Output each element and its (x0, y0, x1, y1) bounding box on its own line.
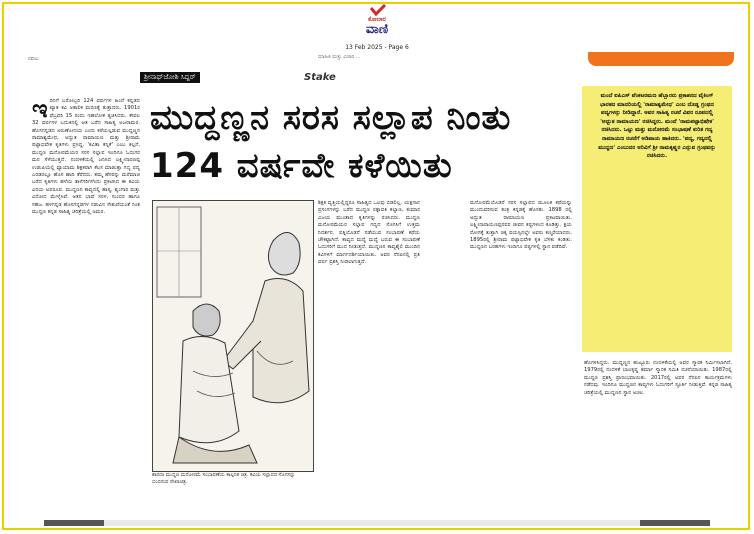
illustration-caption: ಶಾರದಾ ಮುದ್ದಣ ಮನೋರಮೆ ಸಂಭಾಷಣೆಯ ಕಾಲ್ಪನಿಕ ಚಿತ್ರ. ಕವಿಯ ಸಲ್ಲಾಪದ ಸೊಗಸನ್ನು ಬಿಂಬಿಸುವ ರೇಖಾಚಿತ್ರ. (152, 472, 296, 485)
sidebar-box (582, 86, 732, 352)
bottom-strip-block-left (44, 520, 104, 526)
logo-main-text: ವಾಣಿ (365, 22, 389, 37)
date-page-label: 13 Feb 2025 - Page 6 (345, 44, 409, 51)
headline: ಮುದ್ದಣ್ಣನ ಸರಸ ಸಲ್ಲಾಪ ನಿಂತು 124 ವರ್ಷವೇ ಕಳೆಯಿತು (150, 98, 512, 186)
bottom-strip-block-right (640, 520, 710, 526)
drop-cap: ಇ (32, 98, 48, 123)
article-column-1-text: ದಿನಿಗೆ ಬರೋಬ್ಬರಿ 124 ವರ್ಷಗಳ ಹಿಂದೆ ಕನ್ನಡದ ಖ್ಯಾತ ಕವಿ ಅಕಾಲಿಕ ಮರಣಕ್ಕೆ ತುತ್ತಾದರು. 1901ರ ಫೆಬ್ರವರಿ 15 ರಂದು ಇಹಲೋಕ ತ್ಯಜಿಸಿದರು. ಕೇವಲ 32 ವರ್ಷಗಳ ಬದುಕಿನಲ್ಲಿ ಆತ ಬರೆದ ಸಾಹಿತ್ಯ ಅಜರಾಮರ. ಹೊಸಗನ್ನಡದ ಅರುಣೋದಯ ಎಂದು ಕರೆಯಲ್ಪಡುವ ಮುದ್ದಣ್ಣನ ರಾಮಾಶ್ವಮೇಧ, ಅದ್ಭುತ ರಾಮಾಯಣ ಮತ್ತು ಶ್ರೀರಾಮ ಪಟ್ಟಾಭಿಷೇಕ ಕೃತಿಗಳು ಪ್ರಸಿದ್ಧ. 'ಕವಿತಾ ಕನ್ನಿಕೆ' ಎಂಬ ಕಲ್ಪನೆ, ಮುದ್ದಣ ಮನೋರಮೆಯರ ಸರಸ ಸಲ್ಲಾಪ ಇಂದಿಗೂ ಓದುಗರ ಮನ ಸೆಳೆಯುತ್ತದೆ. ನಂದಳಿಕೆಯಲ್ಲಿ ಜನಿಸಿದ ಲಕ್ಷ್ಮೀನಾರಣಪ್ಪ ಉಡುಪಿಯಲ್ಲಿ ವ್ಯಾಯಾಮ ಶಿಕ್ಷಕರಾಗಿ ಕೆಲಸ ಮಾಡುತ್ತಾ ಗದ್ಯ ಪದ್ಯ ಎರಡರಲ್ಲೂ ಹೊಸ ಹಾದಿ ತೆರೆದರು. ತಮ್ಮ ಹೆಸರನ್ನು ಮರೆಮಾಚಿ ಬರೆದ ಕೃತಿಗಳು ಹಳೆಯ ತಾಳೆಗರಿಗಳೆಂದು ಪ್ರಕಟಿಸಿದ ಈ ಕವಿಯ ವಿನಯ ಅಪರೂಪ. ಮುದ್ದಣನ ಕಾವ್ಯದಲ್ಲಿ ಹಾಸ್ಯ, ಶೃಂಗಾರ ಮತ್ತು ವಿನೋದ ಮೇಳೈಸಿವೆ. ಆತನ ಭಾಷೆ ಸರಳ, ಸುಂದರ ಹಾಗೂ ಸಹಜ. ಹಳಗನ್ನಡ ಹೊಸಗನ್ನಡಗಳ ನಡುವಿನ ಸೇತುವೆಯಂತೆ ನಿಂತ ಮುದ್ದಣ ಕನ್ನಡ ಸಾಹಿತ್ಯ ಚರಿತ್ರೆಯಲ್ಲಿ ಅಮರ. (32, 98, 140, 216)
article-column-1 (32, 98, 140, 512)
top-strip-text: ಮಾಹಿತಿ ಮತ್ತು ವಿಚಾರ ... (318, 54, 361, 60)
sponsor-logo: Stake (304, 72, 336, 83)
orange-tab[interactable] (588, 52, 734, 66)
bottom-strip (44, 520, 710, 526)
checkmark-logo-icon (370, 4, 386, 16)
sidebar-text: ಮಂದೆ ಐಪಿಎಸ್‌ ಪೆಂಕಟರಮಣ ಹೆಬ್ಬಾರರು ಪ್ರಕಾಶನದ ವೈಕಿಂಗ್‌ ಭಾರತದ ಮಾದರಿಯಲ್ಲಿ 'ರಾಮಾಶ್ವಮೇಧ' ಎಂಬ ದೊಡ್ಡ ಗ್ರಂಥದ ಪದ್ಯಗಳನ್ನು ನೀಡಿದ್ದಾರೆ. ಅವರ ಸಾಹಿತ್ಯ ರಚನೆ ವಿವರ ರೂಪದಲ್ಲಿ 'ಅದ್ಭುತ ರಾಮಾಯಣ' ರಚಿಸಿದ್ದರು. ಮಂದೆ 'ರಾಮಪಟ್ಟಾಭಿಷೇಕ' ರಚಿಸಿದರು. ಒಟ್ಟು ಮತ್ತು ಮನೋರಮೆ ಸಂಭಾಷಣೆ ಕುರಿತ ಗದ್ಯ ರಾಮಾಯಣ ರಚನೆಗೆ ಅಡಿಪಾಯ ಹಾಕಿದರು. 'ಪದ್ಯ, ಗದ್ಯದಲ್ಲಿ ಮುದ್ದಣ' ಎಂಬುದರ ಅರಿವಿಗೆ ಶ್ರೀ ರಾಮಕೃಷ್ಣರ ಎನ್ನುವ ಗ್ರಂಥವನ್ನು ರಚಿಸಿದರು. (598, 93, 716, 160)
byline: ಶ್ರೀನಾಥ್‌ಜೋಶಿ ಸಿದ್ದರ್ (140, 72, 200, 83)
couple-illustration-icon (153, 201, 313, 471)
left-stub-text: ನವಲು (28, 56, 39, 62)
illustration (152, 200, 314, 472)
article-column-4: ಹೊಗಳಿಸಿದ್ದರು. ಮುದ್ದಣ್ಣನ ಹುಟ್ಟೂರು ನಂದಳಿಕೆಯಲ್ಲಿ ಅವರ ಸ್ಮಾರಕ ನಿರ್ಮಿಸಲಾಗಿದೆ. 1979ರಲ್ಲಿ ನಂದಳಿಕೆ ಬಾಲಕೃಷ್ಣ ಶರ್ಮಾ ಸ್ಮಾರಕ ಸಮಿತಿ ರಚನೆಯಾಯಿತು. 1987ರಲ್ಲಿ ಮುದ್ದಣ ಪ್ರಶಸ್ತಿ ಪ್ರಾರಂಭವಾಯಿತು. 2017ರಲ್ಲಿ ಅವರ ನೆನಪಿನ ಕಾರ್ಯಕ್ರಮಗಳು ನಡೆದವು. ಇಂದಿಗೂ ಮುದ್ದಣನ ಕಾವ್ಯಗಳು ಓದುಗರಿಗೆ ಸ್ಫೂರ್ತಿ ನೀಡುತ್ತಿವೆ. ಕನ್ನಡ ಸಾಹಿತ್ಯ ಚರಿತ್ರೆಯಲ್ಲಿ ಮುದ್ದಣನ ಸ್ಥಾನ ಅಚಲ. (584, 360, 732, 396)
article-column-2: ಶಿಕ್ಷಕ ವೃತ್ತಿಯಲ್ಲಿದ್ದರೂ ಸಾಹಿತ್ಯದ ಒಲವು ಬಿಡಲಿಲ್ಲ. ಯಕ್ಷಗಾನ ಪ್ರಸಂಗಗಳನ್ನು ಬರೆದ ಮುದ್ದಣ ರತ್ನಾವತಿ ಕಲ್ಯಾಣ, ಕುಮಾರ ವಿಜಯ ಮುಂತಾದ ಕೃತಿಗಳನ್ನು ರಚಿಸಿದರು. ಮುದ್ದಣ ಮನೋರಮೆಯರ ಸಲ್ಲಾಪ ಗದ್ಯದ ಸೊಗಸಿಗೆ ಉತ್ತಮ ನಿದರ್ಶನ. ಪತ್ನಿಯೊಡನೆ ನಡೆಯುವ ಸಂಭಾಷಣೆ ಕಥೆಯ ಚೌಕಟ್ಟಾಗಿದೆ. ಕಾವ್ಯದ ಮಧ್ಯೆ ಮಧ್ಯೆ ಬರುವ ಈ ಸಂಭಾಷಣೆ ಓದುಗರಿಗೆ ಮುದ ನೀಡುತ್ತದೆ. ಮುದ್ದಣನ ಕಾವ್ಯಶೈಲಿ ಮುಂದಿನ ಕವಿಗಳಿಗೆ ಮಾರ್ಗದರ್ಶಿಯಾಯಿತು. ಅವರ ನೆನಪಿನಲ್ಲಿ ಪ್ರತಿ ವರ್ಷ ಪ್ರಶಸ್ತಿ ನೀಡಲಾಗುತ್ತದೆ. (318, 200, 420, 266)
article-column-3: ಮನೋರಮೆಯೊಡನೆ ಸರಸ ಸಲ್ಲಾಪದ ಮೂಲಕ ಕಥೆಯನ್ನು ಮುಂದುವರಿಸುವ ತಂತ್ರ ಕನ್ನಡಕ್ಕೆ ಹೊಸತು. 1898 ರಲ್ಲಿ ಅದ್ಭುತ ರಾಮಾಯಣ ಪ್ರಕಟವಾಯಿತು. ಲಕ್ಷ್ಮೀನಾರಾಯಣಪ್ಪನವರ ಜೀವನ ಕಷ್ಟಗಳಿಂದ ಕೂಡಿತ್ತು. ಕ್ಷಯ ರೋಗಕ್ಕೆ ತುತ್ತಾಗಿ ಚಿಕ್ಕ ವಯಸ್ಸಿನಲ್ಲೇ ಅವರು ಕಣ್ಮರೆಯಾದರು. 1895ರಲ್ಲಿ ಶ್ರೀರಾಮ ಪಟ್ಟಾಭಿಷೇಕ ಕೃತಿ ಬೆಳಕು ಕಂಡಿತು. ಮುದ್ದಣನ ಬರಹಗಳು ಇಂದಿಗೂ ಪಠ್ಯಗಳಲ್ಲಿ ಸ್ಥಾನ ಪಡೆದಿವೆ. (470, 200, 572, 251)
masthead-logo[interactable] (352, 4, 402, 42)
logo-small-text: ಕೋಲಾರ (368, 16, 386, 23)
